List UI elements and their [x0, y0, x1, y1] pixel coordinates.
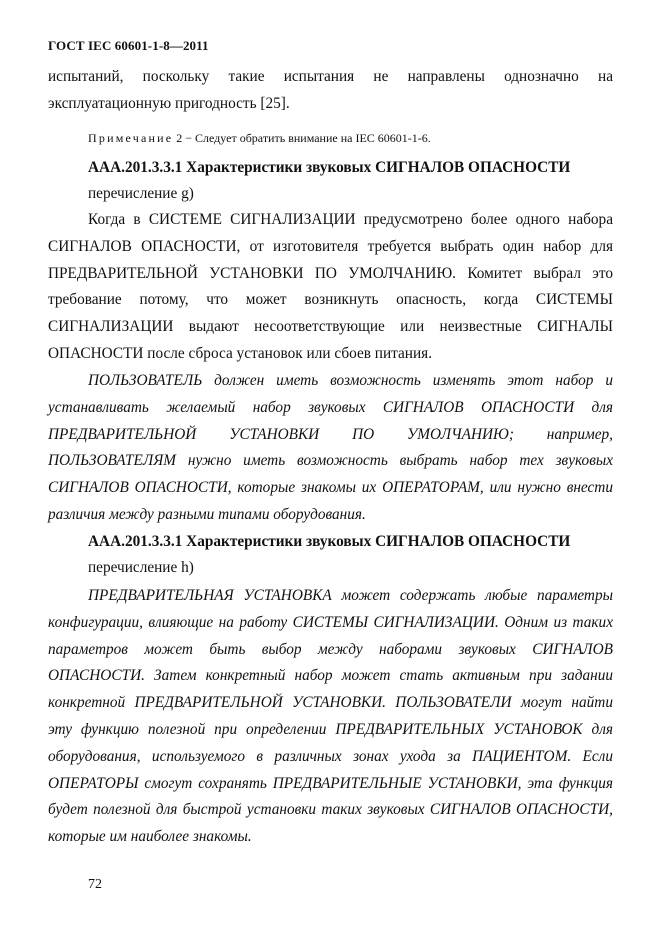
page-number: 72 [88, 877, 102, 892]
note [88, 130, 431, 146]
enumeration-g: перечисление g) [88, 185, 194, 202]
section-heading-g: AAA.201.3.3.1 Характеристики звуковых СИГНАЛОВ ОПАСНОСТИ [88, 159, 571, 176]
document-header: ГОСТ IEC 60601-1-8—2011 [48, 38, 209, 53]
section-heading-h: AAA.201.3.3.1 Характеристики звуковых СИГНАЛОВ ОПАСНОСТИ [88, 533, 571, 550]
paragraph-g-2: ПОЛЬЗОВАТЕЛЬ должен иметь возможность изменять этот набор и устанавливать желаемый набор звуковых СИГНАЛОВ ОПАСНОСТИ для ПРЕДВАРИТЕЛЬНОЙ УСТАНОВКИ ПО УМОЛЧАНИЮ; например, ПОЛЬЗОВАТЕЛЯМ нужно иметь возможность выбрать набор тех звуковых СИГНАЛОВ ОПАСНОСТИ, которые знакомы их ОПЕРАТОРАМ, или нужно внести различия между разными типами оборудования. [48, 372, 613, 523]
paragraph-h-1: ПРЕДВАРИТЕЛЬНАЯ УСТАНОВКА может содержать любые параметры конфигурации, влияющие на работу СИСТЕМЫ СИГНАЛИЗАЦИИ. Одним из таких параметров может быть выбор между наборами звуковых СИГНАЛОВ ОПАСНОСТИ. Затем конкретный набор может стать активным при задании конкретной ПРЕДВАРИТЕЛЬНОЙ УСТАНОВКИ. ПОЛЬЗОВАТЕЛИ могут найти эту функцию полезной при определении ПРЕДВАРИТЕЛЬНЫХ УСТАНОВОК для оборудования, используемого в различных зонах ухода за ПАЦИЕНТОМ. Если ОПЕРАТОРЫ смогут сохранять ПРЕДВАРИТЕЛЬНЫЕ УСТАНОВКИ, эта функция будет полезной для быстрой установки таких звуковых СИГНАЛОВ ОПАСНОСТИ, которые им наиболее знакомы. [48, 587, 613, 846]
paragraph-g-1: Когда в СИСТЕМЕ СИГНАЛИЗАЦИИ предусмотрено более одного набора СИГНАЛОВ ОПАСНОСТИ, от изготовителя требуется выбрать один набор для ПРЕДВАРИТЕЛЬНОЙ УСТАНОВКИ ПО УМОЛЧАНИЮ. Комитет выбрал это требование потому, что может возникнуть опасность, когда СИСТЕМЫ СИГНАЛИЗАЦИИ выдают несоответствующие или неизвестные СИГНАЛЫ ОПАСНОСТИ после сброса установок или сбоев питания. [48, 211, 613, 362]
note-text: 2 − Следует обратить внимание на IEC 60601-1-6. [173, 131, 431, 145]
continued-paragraph: испытаний, поскольку такие испытания не направлены однозначно на эксплуатационную пригодность [25]. [48, 68, 613, 112]
note-label: Примечание [88, 131, 174, 145]
enumeration-h: перечисление h) [88, 559, 194, 576]
